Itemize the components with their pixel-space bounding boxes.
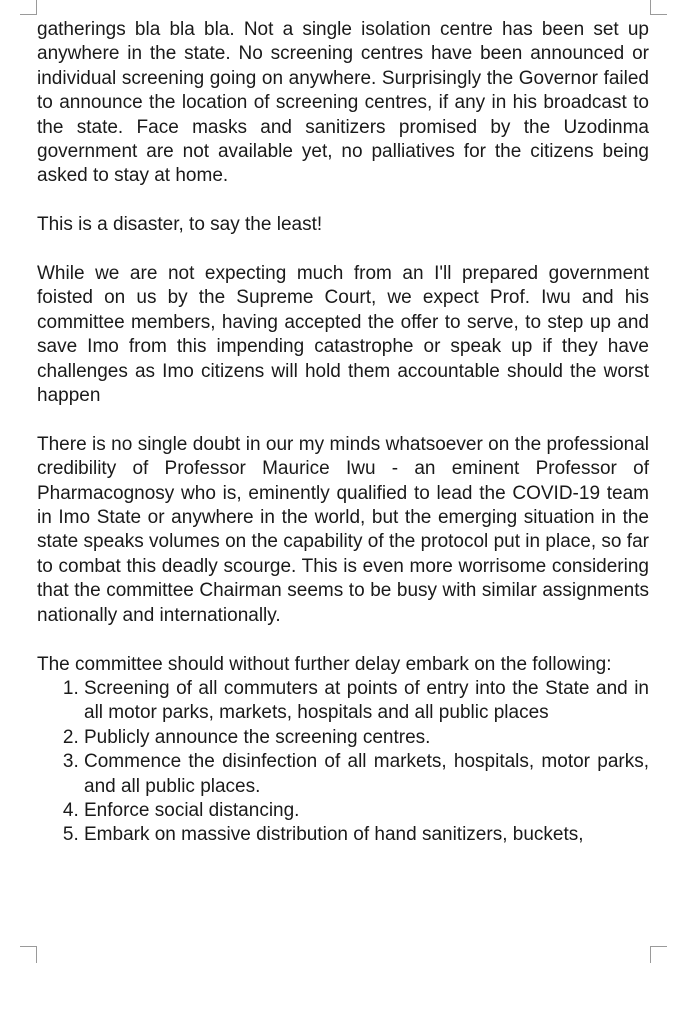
list-item: 3. Commence the disinfection of all markets, hospitals, motor parks, and all public places.: [84, 750, 649, 799]
list-item: 4. Enforce social distancing.: [84, 799, 649, 823]
list-item: 5. Embark on massive distribution of hand sanitizers, buckets,: [84, 823, 649, 847]
paragraph-professor-iwu: There is no single doubt in our my minds whatsoever on the professional credibility of Professor Maurice Iwu - an eminent Professor of Pharmacognosy who is, eminently qualified to lead the COVID-19 team in Imo State or anywhere in the world, but the emerging situation in the state speaks volumes on the capability of the protocol put in place, so far to combat this deadly scourge. This is even more worrisome considering that the committee Chairman seems to be busy with similar assignments nationally and internationally.: [37, 433, 649, 626]
list-item: 1. Screening of all commuters at points of entry into the State and in all motor parks, markets, hospitals and all public places: [84, 677, 649, 726]
crop-mark-top-right: [650, 0, 667, 15]
crop-mark-bottom-right: [650, 946, 667, 963]
crop-mark-top-left: [20, 0, 37, 15]
paragraph-disaster: This is a disaster, to say the least!: [37, 214, 323, 236]
paragraph-isolation-centres: gatherings bla bla bla. Not a single isolation centre has been set up anywhere in the state. No screening centres have been announced or individual screening going on anywhere. Surprisingly the Governor failed to announce the location of screening centres, if any in his broadcast to the state. Face masks and sanitizers promised by the Uzodinma government are not available yet, no palliatives for the citizens being asked to stay at home.: [37, 19, 649, 187]
action-list: [37, 677, 649, 848]
list-item: 2. Publicly announce the screening centres.: [84, 726, 649, 750]
crop-mark-bottom-left: [20, 946, 37, 963]
paragraph-expectations: While we are not expecting much from an I'll prepared government foisted on us by the Supreme Court, we expect Prof. Iwu and his committee members, having accepted the offer to serve, to step up and save Imo from this impending catastrophe or speak up if they have challenges as Imo citizens will hold them accountable should the worst happen: [37, 263, 649, 407]
document-body: [37, 18, 649, 848]
list-intro: The committee should without further delay embark on the following:: [37, 653, 612, 675]
